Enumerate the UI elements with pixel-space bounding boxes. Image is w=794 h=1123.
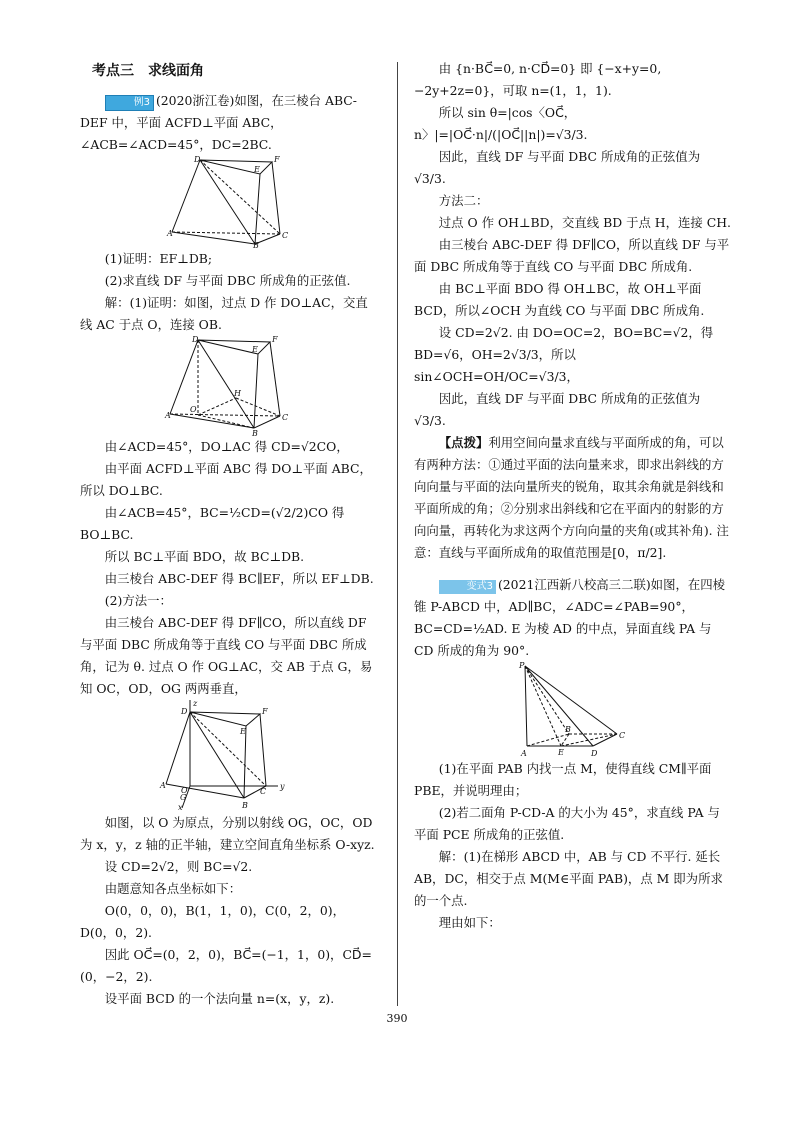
solution-intro: 解：(1)证明：如图，过点 D 作 DO⊥AC，交直线 AC 于点 O，连接 OB. (80, 295, 368, 332)
method-1-label: (2)方法一： (104, 593, 172, 608)
svg-text:F: F (271, 335, 278, 344)
method-1-result: 因此，直线 DF 与平面 DBC 所成角的正弦值为 √3/3. (414, 149, 701, 186)
svg-text:A: A (164, 411, 171, 420)
step-cd-co: 由∠ACD=45°，DO⊥AC 得 CD=√2CO， (104, 439, 349, 454)
svg-text:D: D (191, 335, 198, 344)
method-1-text: 由三棱台 ABC-DEF 得 DF∥CO，所以直线 DF 与平面 DBC 所成角等于直线 CO 与平面 DBC 所成角，记为 θ. 过点 O 作 OG⊥AC，交 AB 于点 G，易知 OC，OD，OG 两两垂直， (80, 615, 373, 696)
example-text: (2020浙江卷)如图，在三棱台 ABC-DEF 中，平面 ACFD⊥平面 ABC，∠ACB=∠ACD=45°，DC=2BC. (80, 93, 357, 152)
svg-text:x: x (178, 803, 183, 812)
step-do-bc: 由平面 ACFD⊥平面 ABC 得 DO⊥平面 ABC，所以 DO⊥BC. (80, 461, 372, 498)
svg-text:A: A (167, 229, 173, 238)
svg-text:O: O (181, 786, 188, 795)
tip-text: 利用空间向量求直线与平面所成的角，可以有两种方法：①通过平面的法向量来求，即求出斜线的方向向量与平面的法向量所夹的锐角，取其余角就是斜线和平面所成的角；②分别求出斜线和它在平面内的射影的方向向量，再转化为求这两个方向向量的夹角(或其补角). 注意：直线与平面所成角的取值范围是[0，π/2]. (414, 435, 729, 560)
tip-label: 【点拨】 (438, 435, 489, 450)
svg-text:P: P (519, 661, 525, 670)
svg-text:H: H (233, 389, 241, 398)
svg-text:z: z (193, 699, 198, 708)
svg-text:A: A (521, 749, 527, 758)
coords-intro: 由题意知各点坐标如下： (104, 881, 242, 896)
svg-text:O: O (189, 405, 197, 414)
svg-text:C: C (260, 787, 267, 796)
svg-text:C: C (619, 731, 626, 740)
svg-text:C: C (281, 413, 288, 422)
column-divider (397, 62, 398, 1006)
method-2-step1: 过点 O 作 OH⊥BD，交直线 BD 于点 H，连接 CH. (438, 215, 731, 230)
question-1: (1)证明：EF⊥DB; (104, 251, 213, 266)
normal-vector: 设平面 BCD 的一个法向量 n=(x，y，z). (104, 991, 335, 1006)
variant-text: (2021江西新八校高三二联)如图，在四棱锥 P-ABCD 中，AD∥BC，∠ADC=∠PAB=90°，BC=CD=½AD. E 为棱 AD 的中点，异面直线 PA 与 CD 所成的角为 90°. (414, 577, 726, 658)
frustum-figure-2 (164, 335, 293, 438)
coordinate-setup: 如图，以 O 为原点，分别以射线 OG，OC，OD 为 x，y，z 轴的正半轴，建立空间直角坐标系 O-xyz. (80, 815, 375, 852)
variant-question-1: (1)在平面 PAB 内找一点 M，使得直线 CM∥平面 PBE，并说明理由； (414, 761, 712, 798)
step-ef-db: 由三棱台 ABC-DEF 得 BC∥EF，所以 EF⊥DB. (104, 571, 374, 586)
section-heading: 考点三 求线面角 (92, 63, 204, 79)
example-statement (80, 90, 380, 156)
example-badge: 例3 (105, 95, 154, 111)
svg-text:F: F (262, 707, 268, 716)
page-number: 390 (386, 1012, 408, 1025)
coordinate-figure (160, 700, 300, 812)
method-2-step3: 由 BC⊥平面 BDO 得 OH⊥BC，故 OH⊥平面 BCD，所以∠OCH 为直线 CO 与平面 DBC 所成角. (414, 281, 705, 318)
variant-statement (414, 574, 732, 662)
svg-text:B: B (565, 725, 571, 734)
tip-paragraph (414, 432, 732, 564)
svg-text:D: D (181, 707, 188, 716)
svg-text:F: F (274, 155, 280, 164)
frustum-figure-1 (167, 155, 290, 250)
svg-text:B: B (251, 429, 258, 438)
set-cd: 设 CD=2√2，则 BC=√2. (104, 859, 253, 874)
variant-question-2: (2)若二面角 P-CD-A 的大小为 45°，求直线 PA 与平面 PCE 所成角的正弦值. (414, 805, 720, 842)
left-column (80, 58, 380, 1010)
svg-text:y: y (280, 782, 285, 791)
vectors: 因此 OC⃗=(0，2，0)，BC⃗=(−1，1，0)，CD⃗=(0，−2，2). (80, 947, 372, 984)
step-bc-db: 所以 BC⊥平面 BDO，故 BC⊥DB. (104, 549, 305, 564)
method-2-label: 方法二： (438, 193, 489, 208)
svg-text:E: E (558, 748, 564, 757)
coords: O(0，0，0)，B(1，1，0)，C(0，2，0)，D(0，0，2). (80, 903, 346, 940)
method-2-step4: 设 CD=2√2. 由 DO=OC=2，BO=BC=√2，得 BD=√6，OH=2√3/3，所以 sin∠OCH=OH/OC=√3/3， (414, 325, 714, 384)
svg-text:A: A (160, 781, 166, 790)
svg-text:D: D (194, 155, 201, 164)
svg-text:E: E (254, 165, 260, 174)
svg-text:D: D (591, 749, 598, 758)
svg-text:G: G (180, 793, 187, 802)
system-equations: 由 {n·BC⃗=0, n·CD⃗=0} 即 {−x+y=0, −2y+2z=0}，可取 n=(1，1，1). (414, 61, 662, 98)
method-2-step2: 由三棱台 ABC-DEF 得 DF∥CO，所以直线 DF 与平面 DBC 所成角等于直线 CO 与平面 DBC 所成角. (414, 237, 730, 274)
sin-theta: 所以 sin θ=|cos〈OC⃗，n〉|=|OC⃗·n|/(|OC⃗||n|)=√3/3. (414, 105, 588, 142)
svg-text:E: E (251, 345, 258, 354)
question-2: (2)求直线 DF 与平面 DBC 所成角的正弦值. (104, 273, 351, 288)
svg-text:B: B (253, 241, 259, 250)
svg-text:C: C (282, 231, 289, 240)
method-2-result: 因此，直线 DF 与平面 DBC 所成角的正弦值为 √3/3. (414, 391, 701, 428)
reason-label: 理由如下： (438, 915, 501, 930)
svg-text:B: B (242, 801, 248, 810)
variant-badge: 变式3 (439, 580, 496, 594)
svg-text:E: E (240, 727, 246, 736)
variant-solution: 解：(1)在梯形 ABCD 中，AB 与 CD 不平行. 延长 AB，DC，相交于点 M(M∈平面 PAB)，点 M 即为所求的一个点. (414, 849, 723, 908)
right-column (414, 58, 732, 934)
pyramid-figure (513, 662, 633, 758)
step-bo-bc: 由∠ACB=45°，BC=½CD=(√2/2)CO 得 BO⊥BC. (80, 505, 345, 542)
